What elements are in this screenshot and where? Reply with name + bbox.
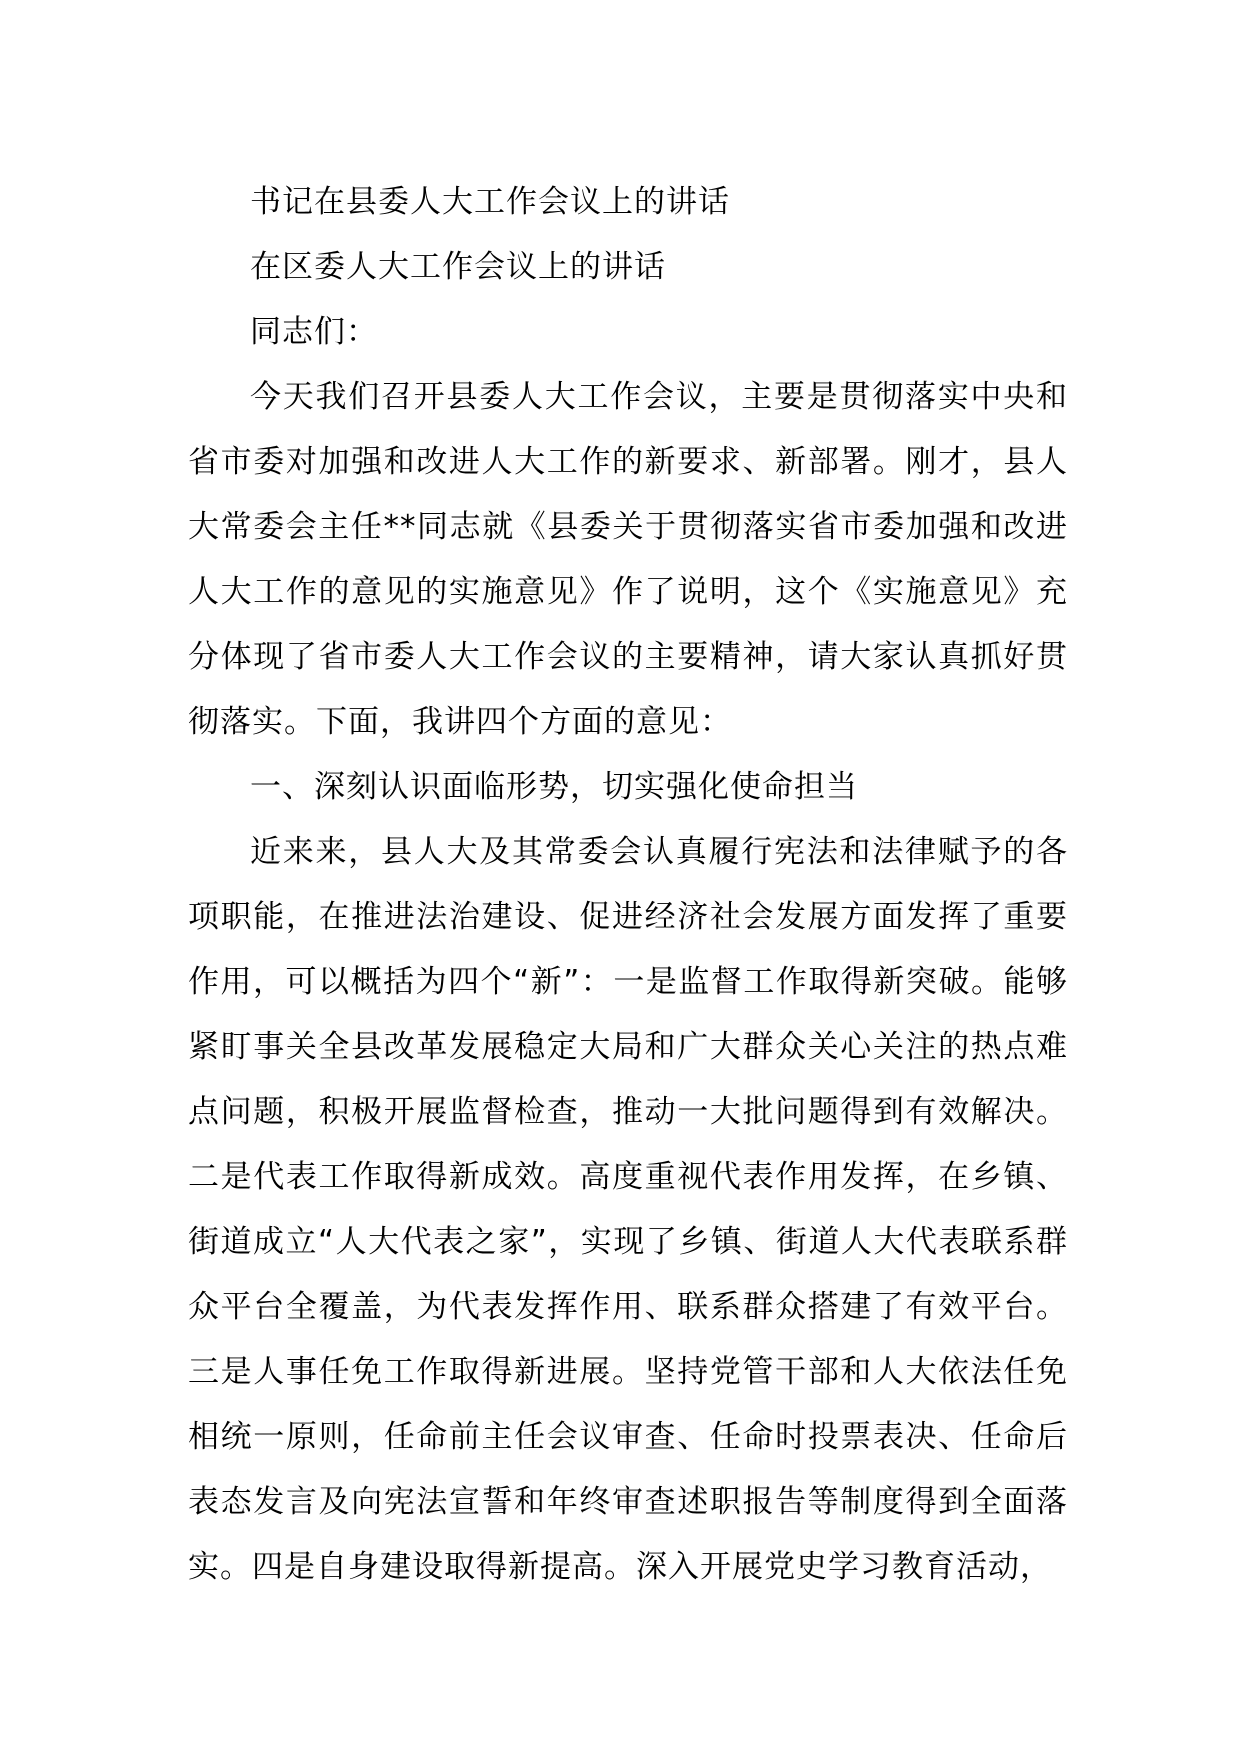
document-subtitle: 在区委人大工作会议上的讲话: [250, 249, 666, 285]
paragraph-2: 近来来，县人大及其常委会认真履行宪法和法律赋予的各项职能，在推进法治建设、促进经济社会发展方面发挥了重要作用，可以概括为四个“新”：一是监督工作取得新突破。能够紧盯事关全县改革发展稳定大局和广大群众关心关注的热点难点问题，积极开展监督检查，推动一大批问题得到有效解决。二是代表工作取得新成效。高度重视代表作用发挥，在乡镇、街道成立“人大代表之家”，实现了乡镇、街道人大代表联系群众平台全覆盖，为代表发挥作用、联系群众搭建了有效平台。三是人事任免工作取得新进展。坚持党管干部和人大依法任免相统一原则，任命前主任会议审查、任命时投票表决、任命后表态发言及向宪法宣誓和年终审查述职报告等制度得到全面落实。四是自身建设取得新提高。深入开展党史学习教育活动，: [188, 834, 1068, 1585]
section-heading-1: 一、深刻认识面临形势，切实强化使命担当: [250, 769, 858, 805]
document-body: [188, 170, 1068, 1600]
paragraph-1: 今天我们召开县委人大工作会议，主要是贯彻落实中央和省市委对加强和改进人大工作的新要求、新部署。刚才，县人大常委会主任**同志就《县委关于贯彻落实省市委加强和改进人大工作的意见的实施意见》作了说明，这个《实施意见》充分体现了省市委人大工作会议的主要精神，请大家认真抓好贯彻落实。下面，我讲四个方面的意见：: [188, 379, 1068, 740]
document-title: 书记在县委人大工作会议上的讲话: [250, 184, 730, 220]
salutation: 同志们：: [250, 314, 378, 350]
